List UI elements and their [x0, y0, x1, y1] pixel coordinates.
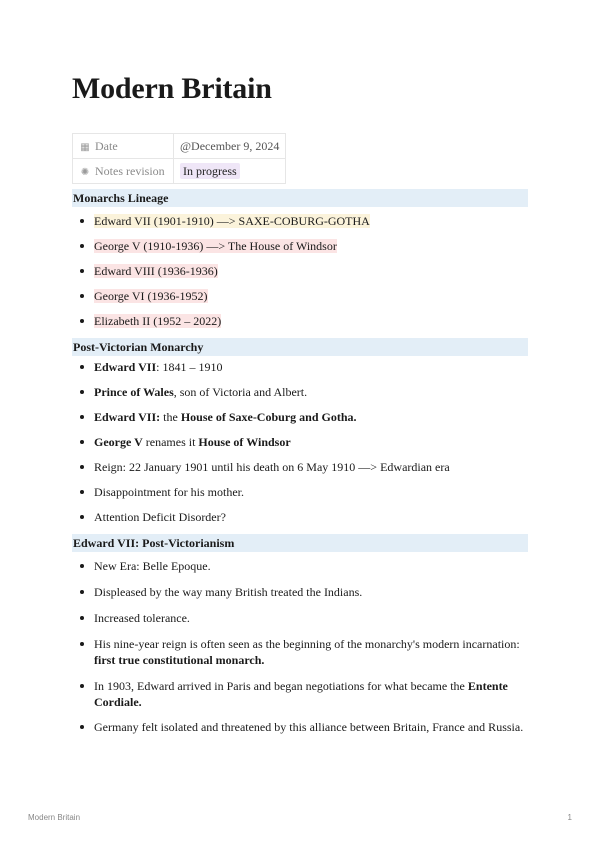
bold-text: House of Windsor [198, 435, 291, 449]
bullet-list [72, 558, 528, 735]
list-item [72, 509, 528, 525]
text-run: renames it [142, 435, 199, 449]
property-row-date [73, 134, 286, 159]
property-key [73, 159, 174, 184]
text-run: Displeased by the way many British treated the Indians. [94, 585, 363, 599]
list-item [72, 610, 528, 626]
list-item [72, 238, 528, 254]
section-heading: Post-Victorian Monarchy [72, 338, 528, 356]
list-item [72, 313, 528, 329]
bold-text: first true constitutional monarch. [94, 653, 265, 667]
property-key-label: Notes revision [95, 163, 165, 178]
highlighted-text: Edward VIII (1936-1936) [94, 264, 218, 278]
section-heading: Edward VII: Post-Victorianism [72, 534, 528, 552]
list-item [72, 484, 528, 500]
highlighted-text: Edward VII (1901-1910) —> SAXE-COBURG-GOTHA [94, 214, 370, 228]
property-key [73, 134, 174, 159]
list-item [72, 359, 528, 375]
text-run: , son of Victoria and Albert. [173, 385, 308, 399]
list-item [72, 584, 528, 600]
list-item [72, 409, 528, 425]
status-tag[interactable]: In progress [180, 163, 240, 179]
list-item [72, 636, 528, 668]
list-item [72, 384, 528, 400]
property-value[interactable] [174, 159, 286, 184]
list-item [72, 288, 528, 304]
text-run: Increased tolerance. [94, 611, 190, 625]
property-key-label: Date [95, 138, 118, 153]
text-run: New Era: Belle Epoque. [94, 559, 211, 573]
property-row-notes-revision [73, 159, 286, 184]
highlighted-text: Elizabeth II (1952 – 2022) [94, 314, 222, 328]
text-run: Germany felt isolated and threatened by this alliance between Britain, France and Russia. [94, 720, 524, 734]
page-title: Modern Britain [72, 72, 272, 105]
text-run: : 1841 – 1910 [156, 360, 223, 374]
text-run: the [160, 410, 181, 424]
text-run: Attention Deficit Disorder? [94, 510, 226, 524]
footer-title: Modern Britain [28, 813, 81, 822]
list-item [72, 263, 528, 279]
calendar-icon: ▦ [80, 141, 90, 153]
text-run: His nine-year reign is often seen as the beginning of the monarchy's modern incarnation: [94, 637, 520, 651]
property-value[interactable]: @December 9, 2024 [174, 134, 286, 159]
text-run: Reign: 22 January 1901 until his death on 6 May 1910 —> Edwardian era [94, 460, 450, 474]
text-run: Disappointment for his mother. [94, 485, 244, 499]
properties-table [72, 133, 286, 184]
list-item [72, 719, 528, 735]
section-heading: Monarchs Lineage [72, 189, 528, 207]
list-item [72, 558, 528, 574]
bold-text: Edward VII: [94, 410, 161, 424]
bold-text: George V [94, 435, 143, 449]
bold-text: House of Saxe-Coburg and Gotha. [180, 410, 357, 424]
highlighted-text: George VI (1936-1952) [94, 289, 208, 303]
bold-text: Prince of Wales [94, 385, 174, 399]
document-content [72, 189, 528, 744]
text-run: In 1903, Edward arrived in Paris and began negotiations for what became the [94, 679, 468, 693]
list-item [72, 459, 528, 475]
list-item [72, 434, 528, 450]
list-item [72, 678, 528, 710]
list-item [72, 213, 528, 229]
bullet-list [72, 213, 528, 329]
status-icon: ✺ [80, 166, 90, 178]
bullet-list [72, 359, 528, 525]
bold-text: Entente Cordiale. [94, 679, 508, 709]
page-number: 1 [567, 813, 572, 822]
bold-text: Edward VII [94, 360, 157, 374]
highlighted-text: George V (1910-1936) —> The House of Windsor [94, 239, 337, 253]
page-footer [28, 813, 572, 822]
